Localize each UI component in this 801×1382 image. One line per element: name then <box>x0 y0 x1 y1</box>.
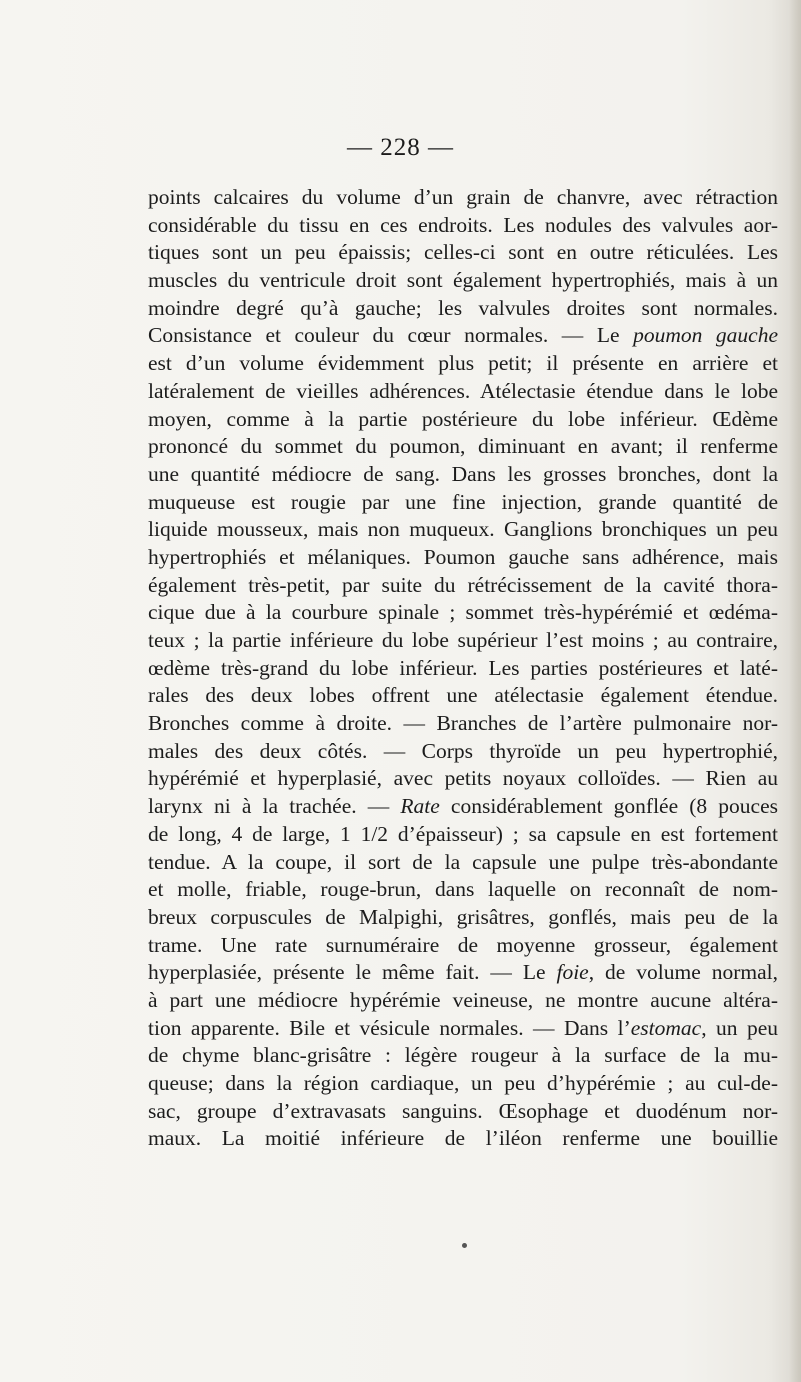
text-segment: sac, groupe d’extravasats sanguins. Œsophage et duodénum nor- <box>148 1098 778 1123</box>
text-line <box>148 1125 778 1153</box>
text-line <box>148 599 778 627</box>
body-text <box>148 184 778 1153</box>
text-line <box>148 710 778 738</box>
text-segment: larynx ni à la trachée. — <box>148 794 401 819</box>
text-line <box>148 378 778 406</box>
italic-term: Rate <box>400 794 440 819</box>
text-segment: males des deux côtés. — Corps thyroïde un peu hypertrophié, <box>148 738 778 763</box>
text-line <box>148 295 778 323</box>
text-segment: prononcé du sommet du poumon, diminuant en avant; il renferme <box>148 434 778 459</box>
text-line <box>148 682 778 710</box>
text-line <box>148 516 778 544</box>
text-segment: de long, 4 de large, 1 1/2 d’épaisseur) ; sa capsule en est fortement <box>148 821 778 846</box>
text-line <box>148 212 778 240</box>
text-segment: une quantité médiocre de sang. Dans les grosses bronches, dont la <box>148 461 778 486</box>
text-segment: hypertrophiés et mélaniques. Poumon gauche sans adhérence, mais <box>148 544 778 569</box>
text-segment: breux corpuscules de Malpighi, grisâtres, gonflés, mais peu de la <box>148 904 778 929</box>
text-line <box>148 1042 778 1070</box>
text-line <box>148 322 778 350</box>
text-segment: considérable du tissu en ces endroits. Les nodules des valvules aor- <box>148 212 778 237</box>
italic-term: estomac <box>630 1015 702 1040</box>
text-segment: , de volume normal, <box>588 960 778 985</box>
text-segment: tendue. A la coupe, il sort de la capsule une pulpe très-abondante <box>148 849 778 874</box>
text-line <box>148 461 778 489</box>
text-segment: œdème très-grand du lobe inférieur. Les parties postérieures et laté- <box>148 655 778 680</box>
text-line <box>148 572 778 600</box>
text-segment: cique due à la courbure spinale ; sommet très-hypérémié et œdéma- <box>148 600 778 625</box>
text-segment: muqueuse est rougie par une fine injection, grande quantité de <box>148 489 778 514</box>
text-line <box>148 1070 778 1098</box>
text-line <box>148 627 778 655</box>
text-segment: points calcaires du volume d’un grain de chanvre, avec rétraction <box>148 185 778 209</box>
text-segment: et molle, friable, rouge-brun, dans laquelle on reconnaît de nom- <box>148 877 778 902</box>
text-segment: latéralement de vieilles adhérences. Atélectasie étendue dans le lobe <box>148 378 778 403</box>
text-line <box>148 959 778 987</box>
text-segment: teux ; la partie inférieure du lobe supérieur l’est moins ; au contraire, <box>148 628 778 652</box>
text-segment: également très-petit, par suite du rétrécissement de la cavité thora- <box>148 572 778 597</box>
page-edge-shadow <box>789 0 801 1382</box>
text-segment: moindre degré qu’à gauche; les valvules droites sont normales. <box>148 295 778 320</box>
text-segment: tiques sont un peu épaissis; celles-ci sont en outre réticulées. Les <box>148 240 778 265</box>
ink-speck <box>462 1243 467 1248</box>
italic-term: foie <box>556 960 589 985</box>
text-line <box>148 655 778 683</box>
text-segment: hyperplasiée, présente le même fait. — Le <box>148 960 557 985</box>
text-segment: hypérémié et hyperplasié, avec petits noyaux colloïdes. — Rien au <box>148 766 778 791</box>
text-line <box>148 793 778 821</box>
text-segment: tion apparente. Bile et vésicule normales. — Dans l’ <box>148 1015 631 1040</box>
text-line <box>148 876 778 904</box>
text-segment: muscles du ventricule droit sont également hypertrophiés, mais à un <box>148 268 778 293</box>
text-segment: Bronches comme à droite. — Branches de l’artère pulmonaire nor- <box>148 711 778 736</box>
text-segment: Consistance et couleur du cœur normales. — Le <box>148 323 634 348</box>
text-segment: de chyme blanc-grisâtre : légère rougeur à la surface de la mu- <box>148 1043 778 1068</box>
text-segment: moyen, comme à la partie postérieure du lobe inférieur. Œdème <box>148 406 778 431</box>
text-line <box>148 433 778 461</box>
text-segment: liquide mousseux, mais non muqueux. Ganglions bronchiques un peu <box>148 517 778 542</box>
italic-term: poumon gauche <box>633 323 778 348</box>
text-line <box>148 489 778 517</box>
text-line <box>148 239 778 267</box>
text-line <box>148 765 778 793</box>
text-segment: trame. Une rate surnuméraire de moyenne grosseur, également <box>148 932 778 957</box>
text-segment: considérablement gonflée (8 pouces <box>439 794 779 819</box>
text-segment: , un peu <box>701 1015 778 1040</box>
text-segment: à part une médiocre hypérémie veineuse, ne montre aucune altéra- <box>148 987 778 1012</box>
text-line <box>148 544 778 572</box>
text-line <box>148 904 778 932</box>
text-line <box>148 849 778 877</box>
page-number: — 228 — <box>347 134 454 161</box>
text-line <box>148 267 778 295</box>
text-line <box>148 1098 778 1126</box>
text-line <box>148 406 778 434</box>
text-segment: est d’un volume évidemment plus petit; il présente en arrière et <box>148 351 778 376</box>
text-line <box>148 932 778 960</box>
text-line <box>148 1015 778 1043</box>
text-segment: maux. La moitié inférieure de l’iléon renferme une bouillie <box>148 1126 778 1151</box>
text-line <box>148 821 778 849</box>
text-line <box>148 184 778 212</box>
text-line <box>148 987 778 1015</box>
text-line <box>148 350 778 378</box>
text-segment: rales des deux lobes offrent une atélectasie également étendue. <box>148 683 778 708</box>
text-segment: queuse; dans la région cardiaque, un peu d’hypérémie ; au cul-de- <box>148 1071 778 1095</box>
text-line <box>148 738 778 766</box>
